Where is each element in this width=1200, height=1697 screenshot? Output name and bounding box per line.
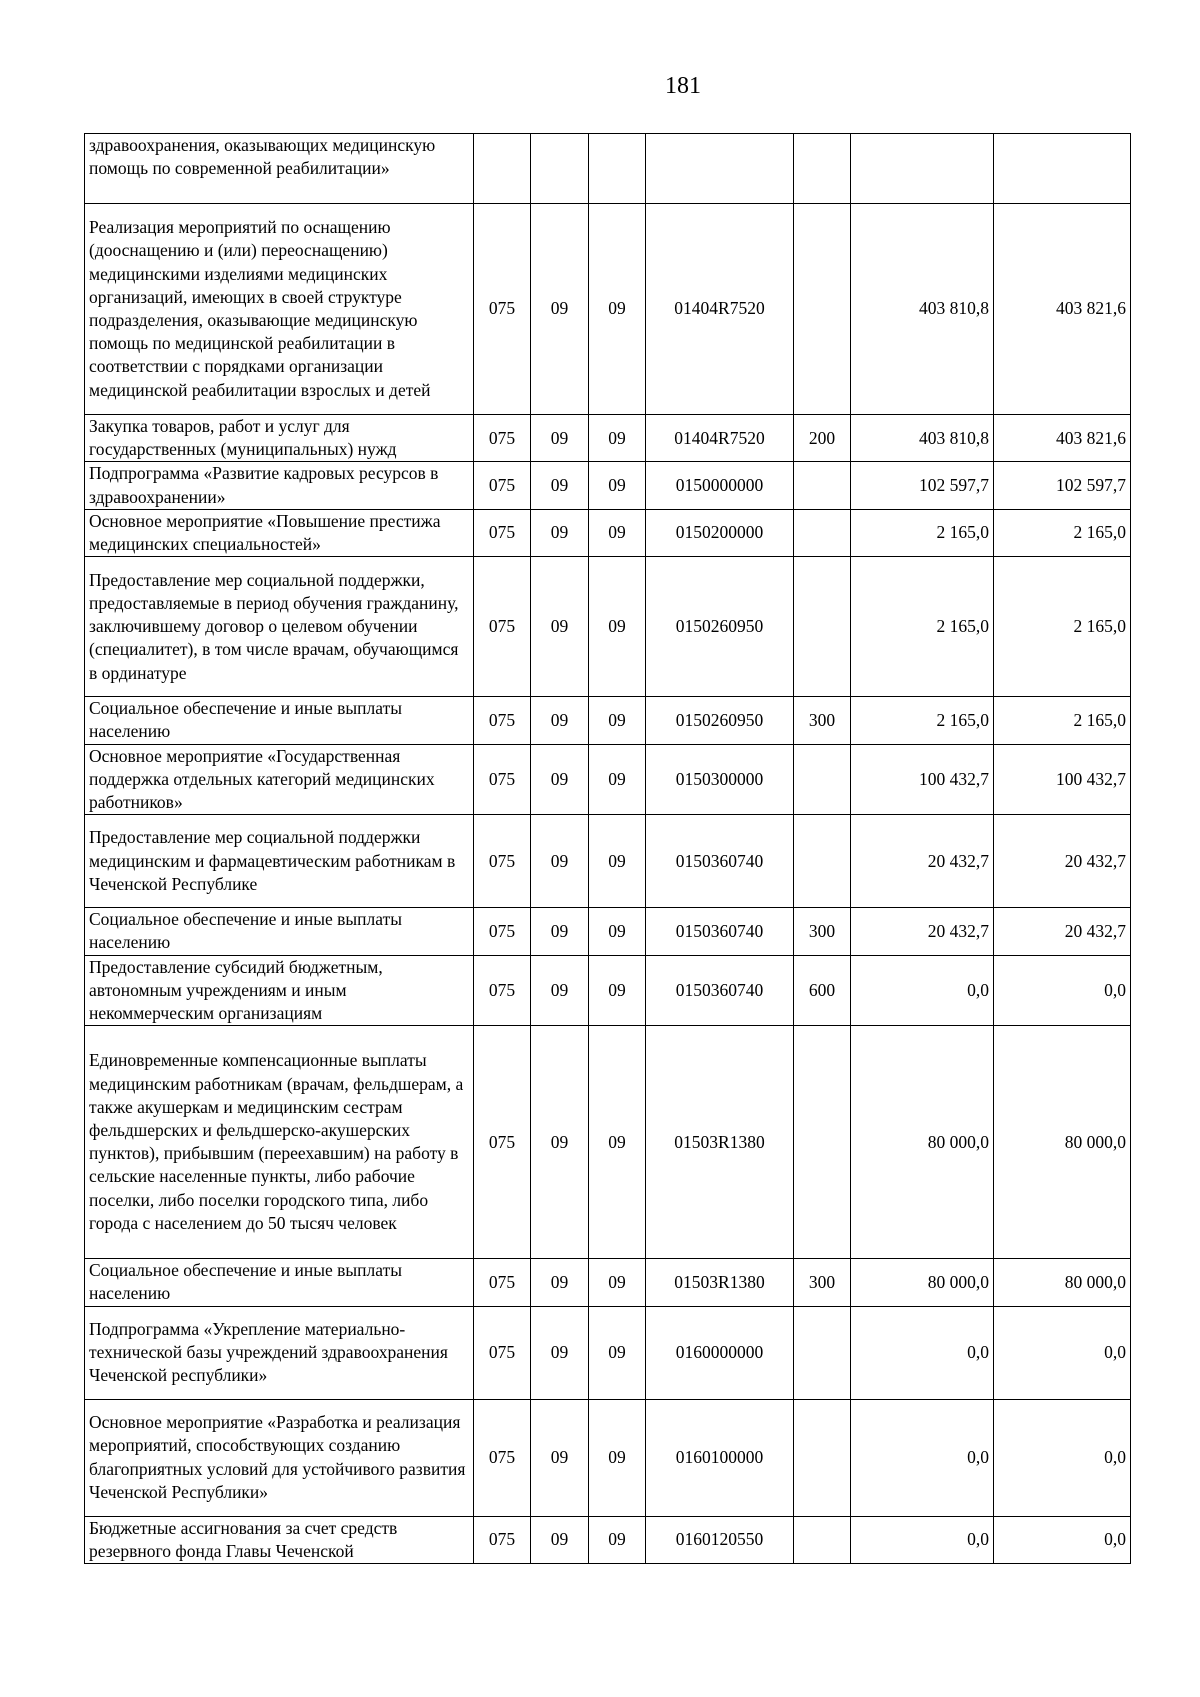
row-vr-cell (794, 1026, 851, 1259)
row-vr-cell (794, 509, 851, 556)
row-name-cell: Закупка товаров, работ и услуг для государственных (муниципальных) нужд (85, 415, 474, 462)
row-gr-cell: 075 (474, 697, 531, 744)
table-row (85, 1026, 1131, 1259)
row-vr-cell (794, 462, 851, 509)
row-rz-cell: 09 (531, 815, 589, 908)
row-gr-cell: 075 (474, 557, 531, 697)
row-pr-cell: 09 (589, 462, 646, 509)
row-csr-cell: 0150260950 (646, 697, 794, 744)
row-csr-cell: 0150360740 (646, 955, 794, 1026)
row-gr-cell: 075 (474, 815, 531, 908)
table-row (85, 815, 1131, 908)
table-row (85, 557, 1131, 697)
row-pr-cell: 09 (589, 1259, 646, 1306)
row-sum-2025-cell: 20 432,7 (994, 908, 1131, 955)
row-csr-cell: 01404R7520 (646, 415, 794, 462)
table-row (85, 744, 1131, 815)
row-sum-2025-cell: 0,0 (994, 1306, 1131, 1399)
table-row (85, 1259, 1131, 1306)
row-pr-cell: 09 (589, 908, 646, 955)
row-vr-cell (794, 744, 851, 815)
row-name-cell: Основное мероприятие «Государственная поддержка отдельных категорий медицинских работников» (85, 744, 474, 815)
row-pr-cell: 09 (589, 415, 646, 462)
row-rz-cell: 09 (531, 697, 589, 744)
row-gr-cell (474, 134, 531, 204)
row-rz-cell: 09 (531, 1516, 589, 1563)
row-gr-cell: 075 (474, 908, 531, 955)
row-name-cell: Подпрограмма «Развитие кадровых ресурсов в здравоохранении» (85, 462, 474, 509)
table-row (85, 955, 1131, 1026)
row-csr-cell: 0150000000 (646, 462, 794, 509)
row-name-cell: Бюджетные ассигнования за счет средств резервного фонда Главы Чеченской (85, 1516, 474, 1563)
row-rz-cell: 09 (531, 1026, 589, 1259)
row-rz-cell: 09 (531, 1306, 589, 1399)
row-sum-2024-cell: 403 810,8 (851, 204, 994, 415)
row-pr-cell: 09 (589, 1026, 646, 1259)
row-csr-cell: 01503R1380 (646, 1026, 794, 1259)
row-pr-cell (589, 134, 646, 204)
row-csr-cell: 01503R1380 (646, 1259, 794, 1306)
row-pr-cell: 09 (589, 815, 646, 908)
row-sum-2024-cell: 2 165,0 (851, 557, 994, 697)
row-sum-2024-cell: 0,0 (851, 1516, 994, 1563)
row-gr-cell: 075 (474, 204, 531, 415)
row-rz-cell (531, 134, 589, 204)
table-row (85, 908, 1131, 955)
row-pr-cell: 09 (589, 204, 646, 415)
row-csr-cell: 01404R7520 (646, 204, 794, 415)
row-csr-cell: 0160000000 (646, 1306, 794, 1399)
row-name-cell: Социальное обеспечение и иные выплаты населению (85, 1259, 474, 1306)
row-name-cell: Единовременные компенсационные выплаты медицинским работникам (врачам, фельдшерам, а также акушеркам и медицинским сестрам фельдшерских и фельдшерско-акушерских пунктов), прибывшим (переехавшим) на работу в сельские населенные пункты, либо рабочие поселки, либо поселки городского типа, либо города с населением до 50 тысяч человек (85, 1026, 474, 1259)
row-name-cell: Основное мероприятие «Повышение престижа медицинских специальностей» (85, 509, 474, 556)
row-sum-2025-cell: 80 000,0 (994, 1026, 1131, 1259)
row-csr-cell: 0160120550 (646, 1516, 794, 1563)
row-sum-2024-cell: 2 165,0 (851, 509, 994, 556)
table-row (85, 1306, 1131, 1399)
row-gr-cell: 075 (474, 415, 531, 462)
row-rz-cell: 09 (531, 462, 589, 509)
row-name-cell: Социальное обеспечение и иные выплаты населению (85, 908, 474, 955)
table-row (85, 134, 1131, 204)
table-row (85, 462, 1131, 509)
row-csr-cell: 0150300000 (646, 744, 794, 815)
row-rz-cell: 09 (531, 908, 589, 955)
row-rz-cell: 09 (531, 1259, 589, 1306)
row-csr-cell (646, 134, 794, 204)
row-gr-cell: 075 (474, 509, 531, 556)
row-sum-2025-cell: 80 000,0 (994, 1259, 1131, 1306)
row-sum-2025-cell: 100 432,7 (994, 744, 1131, 815)
row-name-cell: Предоставление мер социальной поддержки, предоставляемые в период обучения гражданину, заключившему договор о целевом обучении (специалитет), в том числе врачам, обучающимся в ординатуре (85, 557, 474, 697)
row-name-cell: Предоставление мер социальной поддержки медицинским и фармацевтическим работникам в Чеченской Республике (85, 815, 474, 908)
row-rz-cell: 09 (531, 955, 589, 1026)
row-sum-2024-cell: 80 000,0 (851, 1026, 994, 1259)
row-pr-cell: 09 (589, 1516, 646, 1563)
row-sum-2025-cell: 2 165,0 (994, 557, 1131, 697)
table-row (85, 509, 1131, 556)
row-pr-cell: 09 (589, 1306, 646, 1399)
row-name-cell: Подпрограмма «Укрепление материально-технической базы учреждений здравоохранения Чеченской республики» (85, 1306, 474, 1399)
row-sum-2024-cell: 0,0 (851, 1399, 994, 1516)
row-sum-2025-cell (994, 134, 1131, 204)
row-sum-2025-cell: 403 821,6 (994, 415, 1131, 462)
row-vr-cell: 300 (794, 1259, 851, 1306)
row-sum-2025-cell: 2 165,0 (994, 509, 1131, 556)
row-name-cell: Социальное обеспечение и иные выплаты населению (85, 697, 474, 744)
row-vr-cell: 200 (794, 415, 851, 462)
row-sum-2024-cell: 20 432,7 (851, 815, 994, 908)
row-rz-cell: 09 (531, 204, 589, 415)
row-pr-cell: 09 (589, 509, 646, 556)
row-vr-cell (794, 1399, 851, 1516)
row-pr-cell: 09 (589, 744, 646, 815)
row-sum-2025-cell: 2 165,0 (994, 697, 1131, 744)
row-sum-2025-cell: 403 821,6 (994, 204, 1131, 415)
row-sum-2024-cell: 20 432,7 (851, 908, 994, 955)
row-sum-2024-cell (851, 134, 994, 204)
table-row (85, 1399, 1131, 1516)
row-pr-cell: 09 (589, 1399, 646, 1516)
row-rz-cell: 09 (531, 1399, 589, 1516)
row-rz-cell: 09 (531, 509, 589, 556)
table-row (85, 697, 1131, 744)
row-vr-cell: 300 (794, 697, 851, 744)
row-csr-cell: 0150360740 (646, 908, 794, 955)
row-gr-cell: 075 (474, 1516, 531, 1563)
row-rz-cell: 09 (531, 415, 589, 462)
row-sum-2024-cell: 403 810,8 (851, 415, 994, 462)
row-csr-cell: 0150260950 (646, 557, 794, 697)
row-pr-cell: 09 (589, 557, 646, 697)
row-name-cell: Предоставление субсидий бюджетным, автономным учреждениям и иным некоммерческим организациям (85, 955, 474, 1026)
row-csr-cell: 0160100000 (646, 1399, 794, 1516)
row-gr-cell: 075 (474, 1306, 531, 1399)
row-sum-2025-cell: 0,0 (994, 1399, 1131, 1516)
row-gr-cell: 075 (474, 1026, 531, 1259)
row-sum-2024-cell: 0,0 (851, 955, 994, 1026)
row-csr-cell: 0150360740 (646, 815, 794, 908)
row-pr-cell: 09 (589, 697, 646, 744)
row-sum-2025-cell: 0,0 (994, 1516, 1131, 1563)
row-vr-cell (794, 815, 851, 908)
table-body (85, 134, 1131, 1564)
page-number: 181 (665, 73, 701, 99)
row-sum-2025-cell: 102 597,7 (994, 462, 1131, 509)
row-gr-cell: 075 (474, 462, 531, 509)
row-sum-2024-cell: 100 432,7 (851, 744, 994, 815)
row-vr-cell (794, 557, 851, 697)
row-vr-cell: 300 (794, 908, 851, 955)
row-vr-cell (794, 134, 851, 204)
row-vr-cell (794, 1516, 851, 1563)
row-gr-cell: 075 (474, 744, 531, 815)
row-sum-2024-cell: 2 165,0 (851, 697, 994, 744)
table-row (85, 204, 1131, 415)
row-pr-cell: 09 (589, 955, 646, 1026)
row-sum-2025-cell: 20 432,7 (994, 815, 1131, 908)
row-sum-2024-cell: 80 000,0 (851, 1259, 994, 1306)
row-sum-2024-cell: 0,0 (851, 1306, 994, 1399)
row-vr-cell: 600 (794, 955, 851, 1026)
row-name-cell: Реализация мероприятий по оснащению (дооснащению и (или) переоснащению) медицинскими изделиями медицинских организаций, имеющих в своей структуре подразделения, оказывающие медицинскую помощь по медицинской реабилитации в соответствии с порядками организации медицинской реабилитации взрослых и детей (85, 204, 474, 415)
row-rz-cell: 09 (531, 557, 589, 697)
row-vr-cell (794, 1306, 851, 1399)
row-sum-2024-cell: 102 597,7 (851, 462, 994, 509)
table-row (85, 415, 1131, 462)
budget-table (84, 133, 1131, 1564)
row-name-cell: Основное мероприятие «Разработка и реализация мероприятий, способствующих созданию благоприятных условий для устойчивого развития Чеченской Республики» (85, 1399, 474, 1516)
row-csr-cell: 0150200000 (646, 509, 794, 556)
table-row (85, 1516, 1131, 1563)
row-name-cell: здравоохранения, оказывающих медицинскую помощь по современной реабилитации» (85, 134, 474, 204)
row-vr-cell (794, 204, 851, 415)
row-sum-2025-cell: 0,0 (994, 955, 1131, 1026)
row-gr-cell: 075 (474, 1399, 531, 1516)
row-gr-cell: 075 (474, 1259, 531, 1306)
row-gr-cell: 075 (474, 955, 531, 1026)
row-rz-cell: 09 (531, 744, 589, 815)
